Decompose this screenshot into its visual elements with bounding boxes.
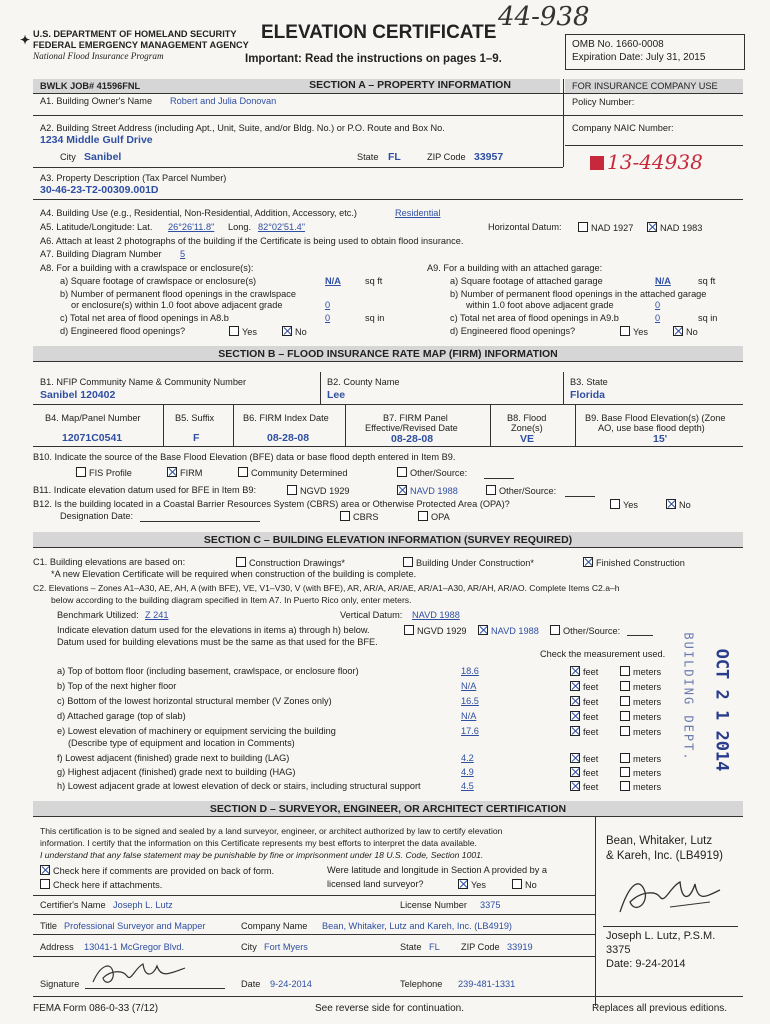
signature-icon[interactable] [85, 958, 195, 990]
instruction-line: Important: Read the instructions on pages 1–9. [245, 53, 502, 65]
title-value: Professional Surveyor and Mapper [64, 921, 206, 931]
c2-row-c-meters[interactable] [620, 696, 661, 708]
opa-checkbox[interactable] [418, 511, 428, 521]
a7-label: A7. Building Diagram Number [40, 249, 162, 259]
page-title: ELEVATION CERTIFICATE [261, 22, 497, 43]
c2-row-c-feet-checkbox[interactable] [570, 696, 580, 706]
b12-label: B12. Is the building located in a Coastal Barrier Resources System (CBRS) area or Otherwise Protected Area (OPA)? [33, 499, 510, 509]
a8d-yes-checkbox[interactable] [229, 326, 239, 336]
dept-line-2: FEDERAL EMERGENCY MANAGEMENT AGENCY [33, 40, 249, 50]
other-source-option[interactable] [397, 467, 467, 479]
license-number-label: License Number [400, 900, 467, 910]
c2-row-d-meters-label: meters [633, 712, 662, 722]
policy-number-label: Policy Number: [572, 97, 635, 107]
opa-label: OPA [431, 512, 450, 522]
a7-diagram-number: 5 [180, 249, 186, 259]
cbrs-checkbox[interactable] [340, 511, 350, 521]
a8a-value: N/A [325, 276, 341, 286]
attachments-option[interactable] [40, 879, 162, 891]
a2-label: A2. Building Street Address (including Apt., Unit, Suite, and/or Bldg. No.) or P.O. Route and Box No. [40, 123, 445, 133]
c2-row-b-label: b) Top of the next higher floor [57, 681, 177, 691]
certification-line-3: I understand that any false statement may be punishable by fine or imprisonment under 18 U.S. Code, Section 1001. [40, 850, 484, 860]
a8c-value: 0 [325, 313, 331, 323]
c2-row-c-meters-label: meters [633, 697, 662, 707]
c2-row-a-label: a) Top of bottom floor (including basement, crawlspace, or enclosure floor) [57, 666, 359, 676]
c2-row-b-value: N/A [461, 681, 477, 691]
c2-row-g-feet-label: feet [583, 768, 599, 778]
license-number-value: 3375 [480, 900, 501, 910]
community-option[interactable] [238, 467, 348, 479]
section-d-title: SECTION D – SURVEYOR, ENGINEER, OR ARCHITECT CERTIFICATION [209, 803, 567, 815]
b2-county: Lee [327, 389, 346, 401]
c2-row-h-feet-checkbox[interactable] [570, 781, 580, 791]
b11-other-label: Other/Source: [499, 486, 557, 496]
b11-navd-label: NAVD 1988 [410, 486, 458, 496]
a9d-yes-label: Yes [633, 327, 648, 337]
construction-drawings-checkbox[interactable] [236, 557, 246, 567]
b8-flood-zone: VE [520, 433, 535, 445]
c2-row-g-meters-checkbox[interactable] [620, 767, 630, 777]
a9b-label-1: b) Number of permanent flood openings in the attached garage [450, 289, 707, 299]
seal-company-line-2: & Kareh, Inc. (LB4919) [606, 850, 723, 862]
c2-row-a-feet[interactable] [570, 666, 598, 678]
c2-row-e-label: e) Lowest elevation of machinery or equipment servicing the building [57, 726, 336, 736]
a8d-no-checkbox[interactable] [282, 326, 292, 336]
c2-row-f-feet[interactable] [570, 753, 598, 765]
a5-longitude: 82°02'51.4" [258, 222, 306, 232]
replaces-note: Replaces all previous editions. [592, 1003, 728, 1014]
zip-value: 33957 [474, 151, 504, 163]
c2-row-b-feet-label: feet [583, 682, 599, 692]
c2-row-h-meters-label: meters [633, 782, 662, 792]
c2-row-g-feet-checkbox[interactable] [570, 767, 580, 777]
benchmark-value: Z 241 [145, 610, 169, 620]
a8d-label: d) Engineered flood openings? [60, 326, 186, 336]
c2-row-g-feet[interactable] [570, 767, 598, 779]
c2-row-d-value: N/A [461, 711, 477, 721]
b11-label: B11. Indicate elevation datum used for BFE in Item B9: [33, 485, 257, 495]
date-label: Date [241, 979, 261, 989]
c2-row-h-feet-label: feet [583, 782, 599, 792]
latlong-question-2: licensed land surveyor? [327, 879, 424, 889]
latlong-yes-checkbox[interactable] [458, 879, 468, 889]
firm-label: FIRM [180, 468, 203, 478]
c2-row-f-meters-checkbox[interactable] [620, 753, 630, 763]
a9d-yes[interactable] [620, 326, 648, 338]
city-label: City [60, 152, 76, 162]
latlong-no-checkbox[interactable] [512, 879, 522, 889]
construction-drawings-option[interactable] [236, 557, 345, 569]
b1-community: Sanibel 120402 [40, 389, 116, 401]
other-source-checkbox[interactable] [397, 467, 407, 477]
a5-latitude: 26°26'11.8" [168, 222, 215, 232]
c2-line-1: C2. Elevations – Zones A1–A30, AE, AH, A (with BFE), VE, V1–V30, V (with BFE), AR, AR/A, AR/AE, AR/A1–A30, AR/AH, AR/AO. Complete Items C2.a–h [33, 583, 620, 593]
c2-row-b-meters-label: meters [633, 682, 662, 692]
b7-label-1: B7. FIRM Panel [383, 413, 448, 423]
vertical-datum-value: NAVD 1988 [412, 610, 460, 620]
c2-row-a-value: 18.6 [461, 666, 479, 676]
attachments-label: Check here if attachments. [53, 880, 163, 890]
d-state-label: State [400, 942, 422, 952]
latlong-no-label: No [525, 880, 537, 890]
fis-checkbox[interactable] [76, 467, 86, 477]
address-value: 13041-1 McGregor Blvd. [84, 942, 185, 952]
b11-navd-option[interactable] [397, 485, 458, 497]
c2-ngvd-option[interactable] [404, 625, 467, 637]
a8b-value: 0 [325, 300, 331, 310]
c2-row-g-value: 4.9 [461, 767, 474, 777]
nad1983-label: NAD 1983 [660, 223, 703, 233]
c2-row-h-meters[interactable] [620, 781, 661, 793]
b6-label: B6. FIRM Index Date [243, 413, 329, 423]
c2-row-g-meters-label: meters [633, 768, 662, 778]
handwritten-file-number: 44-938 [498, 2, 590, 32]
a9a-unit: sq ft [698, 276, 716, 286]
a9d-yes-checkbox[interactable] [620, 326, 630, 336]
nad1927-checkbox[interactable] [578, 222, 588, 232]
d-city-value: Fort Myers [264, 942, 308, 952]
a8d-no-label: No [295, 327, 307, 337]
c2-ngvd-checkbox[interactable] [404, 625, 414, 635]
title-label: Title [40, 921, 58, 931]
c2-row-f-label: f) Lowest adjacent (finished) grade next to building (LAG) [57, 753, 290, 763]
b7-label-2: Effective/Revised Date [365, 423, 458, 433]
naic-label: Company NAIC Number: [572, 123, 674, 133]
c2-row-h-feet[interactable] [570, 781, 598, 793]
a8a-label: a) Square footage of crawlspace or enclosure(s) [60, 276, 257, 286]
a3-parcel-number: 30-46-23-T2-00309.001D [40, 184, 159, 196]
c2-row-a-meters-label: meters [633, 667, 662, 677]
b11-ngvd-label: NGVD 1929 [300, 486, 350, 496]
b7-panel-date: 08-28-08 [391, 433, 434, 445]
stamp-number-text: 13-44938 [607, 150, 703, 174]
b12-yes-checkbox[interactable] [610, 499, 620, 509]
handwritten-stamp-number [590, 150, 703, 174]
c1-note: *A new Elevation Certificate will be required when construction of the building is complete. [51, 569, 417, 579]
a5-label: A5. Latitude/Longitude: Lat. [40, 222, 153, 232]
a5-long-label: Long. [228, 222, 251, 232]
a9c-unit: sq in [698, 313, 718, 323]
c2-row-c-value: 16.5 [461, 696, 479, 706]
a2-street-address: 1234 Middle Gulf Drive [40, 134, 153, 146]
check-unit-label: Check the measurement used. [540, 649, 666, 659]
c2-row-d-meters[interactable] [620, 711, 661, 723]
attachments-checkbox[interactable] [40, 879, 50, 889]
nad1927-label: NAD 1927 [591, 223, 634, 233]
community-checkbox[interactable] [238, 467, 248, 477]
signature-label: Signature [40, 979, 80, 989]
finished-construction-checkbox[interactable] [583, 557, 593, 567]
fema-eagle-icon: ✦ [20, 33, 31, 47]
insurance-use-heading: FOR INSURANCE COMPANY USE [572, 81, 718, 91]
b3-state: Florida [570, 389, 606, 401]
b4-panel-number: 12071C0541 [62, 432, 123, 444]
c2-row-h-value: 4.5 [461, 781, 474, 791]
a8d-yes-label: Yes [242, 327, 257, 337]
b6-index-date: 08-28-08 [267, 432, 310, 444]
fis-label: FIS Profile [89, 468, 132, 478]
d-zip-value: 33919 [507, 942, 533, 952]
c2-navd-label: NAVD 1988 [491, 626, 539, 636]
b12-yes[interactable] [610, 499, 638, 511]
finished-construction-label: Finished Construction [596, 558, 685, 568]
c2-row-e-feet[interactable] [570, 726, 598, 738]
fis-option[interactable] [76, 467, 132, 479]
c2-other-option[interactable] [550, 625, 620, 637]
b12-no-checkbox[interactable] [666, 499, 676, 509]
opa-option[interactable] [418, 511, 450, 523]
building-dept-stamp: BUILDING DEPT. [681, 632, 696, 762]
a9c-value: 0 [655, 313, 661, 323]
telephone-value: 239-481-1331 [458, 979, 516, 989]
a4-label: A4. Building Use (e.g., Residential, Non-Residential, Addition, Accessory, etc.) [40, 208, 357, 218]
c2-row-b-meters-checkbox[interactable] [620, 681, 630, 691]
c2-row-b-feet[interactable] [570, 681, 598, 693]
latlong-yes[interactable] [458, 879, 486, 891]
firm-checkbox[interactable] [167, 467, 177, 477]
b2-label: B2. County Name [327, 377, 400, 387]
comments-option[interactable] [40, 865, 274, 877]
b11-navd-checkbox[interactable] [397, 485, 407, 495]
c2-row-a-feet-checkbox[interactable] [570, 666, 580, 676]
other-source-label: Other/Source: [410, 468, 468, 478]
c2-row-f-feet-label: feet [583, 754, 599, 764]
omb-number: OMB No. 1660-0008 [572, 39, 664, 50]
nad1927-option[interactable] [578, 222, 633, 234]
expiration-date: Expiration Date: July 31, 2015 [572, 52, 706, 63]
telephone-label: Telephone [400, 979, 443, 989]
latlong-no[interactable] [512, 879, 537, 891]
c2-row-a-meters-checkbox[interactable] [620, 666, 630, 676]
a1-label: A1. Building Owner's Name [40, 96, 153, 106]
a9d-no-label: No [686, 327, 698, 337]
b4-label: B4. Map/Panel Number [45, 413, 141, 423]
c2-row-e-meters-checkbox[interactable] [620, 726, 630, 736]
b5-label: B5. Suffix [175, 413, 215, 423]
c2-row-d-feet[interactable] [570, 711, 598, 723]
a9b-value: 0 [655, 300, 661, 310]
under-construction-checkbox[interactable] [403, 557, 413, 567]
a6-label: A6. Attach at least 2 photographs of the building if the Certificate is being used to obtain flood insurance. [40, 236, 464, 246]
a9d-no[interactable] [673, 326, 698, 338]
seal-company-line-1: Bean, Whitaker, Lutz [606, 835, 713, 847]
b10-label: B10. Indicate the source of the Base Flood Elevation (BFE) data or base flood depth entered in Item B9. [33, 452, 456, 462]
a9b-label-2: within 1.0 foot above adjacent grade [466, 300, 614, 310]
c2-row-h-meters-checkbox[interactable] [620, 781, 630, 791]
c2-row-c-feet-label: feet [583, 697, 599, 707]
a9a-label: a) Square footage of attached garage [450, 276, 603, 286]
state-label: State [357, 152, 379, 162]
nad1983-option[interactable] [647, 222, 702, 234]
a9-label: A9. For a building with an attached garage: [427, 263, 603, 273]
seal-number: 3375 [606, 944, 631, 956]
a8d-no[interactable] [282, 326, 307, 338]
finished-construction-option[interactable] [583, 557, 685, 569]
a8a-unit: sq ft [365, 276, 383, 286]
a9a-value: N/A [655, 276, 671, 286]
a4-building-use: Residential [395, 208, 441, 218]
firm-option[interactable] [167, 467, 202, 479]
b1-label: B1. NFIP Community Name & Community Number [40, 377, 247, 387]
c2-line-2: below according to the building diagram specified in Item A7. In Puerto Rico only, enter meters. [51, 595, 412, 605]
b9-label-2: AO, use base flood depth) [598, 423, 705, 433]
zip-label: ZIP Code [427, 152, 466, 162]
c2-row-e-feet-checkbox[interactable] [570, 726, 580, 736]
c2-row-g-meters[interactable] [620, 767, 661, 779]
b9-label-1: B9. Base Flood Elevation(s) (Zone [585, 413, 726, 423]
b12-no[interactable] [666, 499, 691, 511]
c2-row-f-meters-label: meters [633, 754, 662, 764]
c2-row-a-meters[interactable] [620, 666, 661, 678]
c1-label: C1. Building elevations are based on: [33, 557, 186, 567]
received-date-stamp: OCT 2 1 2014 [711, 648, 732, 772]
c2-row-d-label: d) Attached garage (top of slab) [57, 711, 186, 721]
certifier-name-value: Joseph L. Lutz [113, 900, 173, 910]
company-name-value: Bean, Whitaker, Lutz and Kareh, Inc. (LB4919) [322, 921, 512, 931]
a1-owner-name: Robert and Julia Donovan [170, 96, 277, 106]
b8-label-1: B8. Flood [507, 413, 547, 423]
c2-row-c-label: c) Bottom of the lowest horizontal structural member (V Zones only) [57, 696, 332, 706]
vertical-datum-label: Vertical Datum: [340, 610, 403, 620]
seal-name: Joseph L. Lutz, P.S.M. [606, 930, 716, 942]
latlong-yes-label: Yes [471, 880, 486, 890]
b9-bfe: 15' [653, 433, 668, 445]
date-value: 9-24-2014 [270, 979, 312, 989]
state-value: FL [388, 151, 401, 163]
c2-row-e-value: 17.6 [461, 726, 479, 736]
c2-row-e-feet-label: feet [583, 727, 599, 737]
a8c-unit: sq in [365, 313, 385, 323]
address-label: Address [40, 942, 74, 952]
certification-line-1: This certification is to be signed and sealed by a land surveyor, engineer, or architect authorized by law to certify elevation [40, 826, 503, 836]
d-city-label: City [241, 942, 257, 952]
a9c-label: c) Total net area of flood openings in A9.b [450, 313, 619, 323]
b12-yes-label: Yes [623, 500, 638, 510]
datum-line-1: Indicate elevation datum used for the elevations in items a) through h) below. [57, 625, 370, 635]
d-zip-label: ZIP Code [461, 942, 500, 952]
benchmark-label: Benchmark Utilized: [57, 610, 139, 620]
c2-row-e-meters[interactable] [620, 726, 661, 738]
d-state-value: FL [429, 942, 440, 952]
a8d-yes[interactable] [229, 326, 257, 338]
b12-no-label: No [679, 500, 691, 510]
under-construction-label: Building Under Construction* [416, 558, 534, 568]
c2-other-label: Other/Source: [563, 626, 621, 636]
seal-date: Date: 9-24-2014 [606, 958, 686, 970]
c2-row-f-meters[interactable] [620, 753, 661, 765]
c2-row-g-label: g) Highest adjacent (finished) grade next to building (HAG) [57, 767, 296, 777]
c2-row-d-feet-checkbox[interactable] [570, 711, 580, 721]
city-value: Sanibel [84, 151, 122, 163]
c2-row-c-meters-checkbox[interactable] [620, 696, 630, 706]
c2-row-e-meters-label: meters [633, 727, 662, 737]
certifier-name-label: Certifier's Name [40, 900, 106, 910]
a9d-no-checkbox[interactable] [673, 326, 683, 336]
under-construction-option[interactable] [403, 557, 534, 569]
stamp-box-icon [590, 156, 604, 170]
a8-label: A8. For a building with a crawlspace or enclosure(s): [40, 263, 254, 273]
b11-other-checkbox[interactable] [486, 485, 496, 495]
c2-row-b-feet-checkbox[interactable] [570, 681, 580, 691]
dept-line-1: U.S. DEPARTMENT OF HOMELAND SECURITY [33, 29, 237, 39]
b11-ngvd-checkbox[interactable] [287, 485, 297, 495]
b5-suffix: F [193, 432, 200, 444]
comments-checkbox[interactable] [40, 865, 50, 875]
latlong-question-1: Were latitude and longitude in Section A provided by a [327, 865, 547, 875]
c2-navd-option[interactable] [478, 625, 539, 637]
c2-row-a-feet-label: feet [583, 667, 599, 677]
c2-row-h-label: h) Lowest adjacent grade at lowest elevation of deck or stairs, including structural support [57, 781, 421, 791]
form-number: FEMA Form 086-0-33 (7/12) [33, 1003, 159, 1014]
b3-label: B3. State [570, 377, 608, 387]
cbrs-label: CBRS [353, 512, 379, 522]
datum-line-2: Datum used for building elevations must be the same as that used for the BFE. [57, 637, 378, 647]
b8-label-2: Zone(s) [511, 423, 543, 433]
job-number: BWLK JOB# 41596FNL [40, 81, 141, 91]
construction-drawings-label: Construction Drawings* [249, 558, 345, 568]
c2-row-d-feet-label: feet [583, 712, 599, 722]
c2-navd-checkbox[interactable] [478, 625, 488, 635]
cbrs-option[interactable] [340, 511, 379, 523]
c2-other-checkbox[interactable] [550, 625, 560, 635]
a8b-label-2: or enclosure(s) within 1.0 foot above adjacent grade [71, 300, 283, 310]
program-name: National Flood Insurance Program [33, 51, 164, 61]
c2-ngvd-label: NGVD 1929 [417, 626, 467, 636]
c2-row-e-sublabel: (Describe type of equipment and location in Comments) [68, 738, 295, 748]
community-label: Community Determined [251, 468, 348, 478]
b11-ngvd-option[interactable] [287, 485, 350, 497]
a3-label: A3. Property Description (Tax Parcel Number) [40, 173, 227, 183]
comments-label: Check here if comments are provided on back of form. [53, 866, 275, 876]
continuation-note: See reverse side for continuation. [315, 1003, 464, 1014]
c2-row-d-meters-checkbox[interactable] [620, 711, 630, 721]
a8b-label-1: b) Number of permanent flood openings in the crawlspace [60, 289, 296, 299]
horizontal-datum-label: Horizontal Datum: [488, 222, 562, 232]
a8c-label: c) Total net area of flood openings in A8.b [60, 313, 229, 323]
section-a-title: SECTION A – PROPERTY INFORMATION [309, 79, 511, 91]
section-b-title: SECTION B – FLOOD INSURANCE RATE MAP (FIRM) INFORMATION [218, 348, 558, 360]
a9d-label: d) Engineered flood openings? [450, 326, 576, 336]
c2-row-c-feet[interactable] [570, 696, 598, 708]
b11-other-option[interactable] [486, 485, 556, 497]
seal-signature-icon [610, 872, 730, 922]
company-name-label: Company Name [241, 921, 308, 931]
c2-row-f-value: 4.2 [461, 753, 474, 763]
certification-line-2: information. I certify that the information on this Certificate represents my best efforts to interpret the data available. [40, 838, 477, 848]
nad1983-checkbox[interactable] [647, 222, 657, 232]
c2-row-b-meters[interactable] [620, 681, 661, 693]
section-c-title: SECTION C – BUILDING ELEVATION INFORMATION (SURVEY REQUIRED) [203, 534, 573, 546]
designation-label: Designation Date: [60, 511, 134, 521]
c2-row-f-feet-checkbox[interactable] [570, 753, 580, 763]
